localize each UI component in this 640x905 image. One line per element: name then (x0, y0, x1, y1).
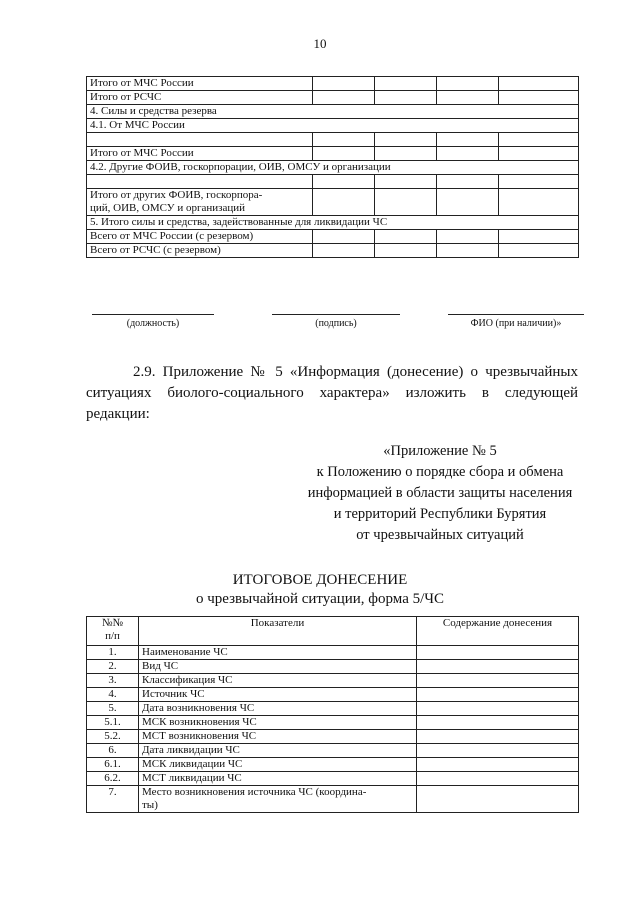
forces-row-label-line: Всего от МЧС России (с резервом) (90, 230, 254, 242)
forces-table-row (87, 119, 579, 133)
report-row-content (417, 660, 579, 674)
report-row-content (417, 758, 579, 772)
report-row-number: 4. (87, 688, 139, 702)
report-row-number: 5.1. (87, 716, 139, 730)
position-caption: (должность) (126, 318, 180, 329)
forces-row-label (87, 244, 313, 258)
forces-empty-cell (375, 244, 437, 258)
report-row-label (139, 660, 417, 674)
forces-table-row (87, 216, 579, 230)
forces-empty-cell (375, 175, 437, 189)
header-indicators: Показатели (139, 617, 417, 646)
forces-empty-cell (437, 91, 499, 105)
forces-empty-cell (499, 147, 579, 161)
report-table-row (87, 786, 579, 813)
report-table-row (87, 646, 579, 660)
forces-empty-cell (437, 189, 499, 216)
report-row-content (417, 772, 579, 786)
header-number-line-2: п/п (105, 630, 120, 642)
forces-empty-cell (375, 77, 437, 91)
forces-row-label (87, 230, 313, 244)
report-row-number: 3. (87, 674, 139, 688)
report-row-label (139, 772, 417, 786)
report-row-number: 5. (87, 702, 139, 716)
forces-table-row (87, 133, 579, 147)
forces-empty-cell (437, 133, 499, 147)
forces-empty-cell (437, 244, 499, 258)
report-row-label-line: Дата возникновения ЧС (142, 702, 255, 714)
paragraph-line-3: редакции: (86, 406, 150, 422)
header-content: Содержание донесения (417, 617, 579, 646)
report-row-label-line: ты) (142, 799, 158, 811)
forces-empty-cell (375, 91, 437, 105)
report-row-label (139, 744, 417, 758)
forces-table-row (87, 175, 579, 189)
report-table-row (87, 688, 579, 702)
header-number (87, 617, 139, 646)
report-row-label-line: Место возникновения источника ЧС (координа- (142, 786, 367, 798)
report-subtitle: о чрезвычайной ситуации, форма 5/ЧС (195, 591, 445, 607)
forces-row-label (87, 91, 313, 105)
report-row-label (139, 716, 417, 730)
report-row-label (139, 786, 417, 813)
signature-sign (272, 314, 400, 329)
forces-empty-cell (375, 133, 437, 147)
signature-position (92, 314, 214, 329)
forces-empty-cell (313, 133, 375, 147)
report-row-label-line: МСТ ликвидации ЧС (142, 772, 242, 784)
appendix-line-5: от чрезвычайных ситуаций (356, 527, 524, 543)
report-row-label (139, 688, 417, 702)
forces-table-row (87, 244, 579, 258)
forces-empty-cell (437, 175, 499, 189)
header-number-line-1: №№ (102, 617, 123, 629)
report-row-content (417, 688, 579, 702)
report-row-label (139, 730, 417, 744)
forces-empty-cell (375, 230, 437, 244)
report-row-content (417, 730, 579, 744)
appendix-line-3: информацией в области защиты населения (307, 485, 573, 501)
report-table-row (87, 758, 579, 772)
forces-row-label-line: ций, ОИВ, ОМСУ и организаций (90, 202, 246, 214)
report-row-number: 5.2. (87, 730, 139, 744)
forces-table (86, 76, 579, 258)
forces-row-label (87, 77, 313, 91)
report-row-number: 6. (87, 744, 139, 758)
forces-empty-cell (437, 77, 499, 91)
forces-table-row (87, 77, 579, 91)
report-row-number: 2. (87, 660, 139, 674)
report-title: ИТОГОВОЕ ДОНЕСЕНИЕ (232, 572, 408, 588)
forces-empty-cell (437, 230, 499, 244)
report-row-content (417, 716, 579, 730)
report-row-content (417, 646, 579, 660)
forces-row-label (87, 133, 313, 147)
report-row-label-line: МСТ возникновения ЧС (142, 730, 257, 742)
forces-row-label-line: Итого от РСЧС (90, 91, 162, 103)
report-row-number: 7. (87, 786, 139, 813)
forces-empty-cell (313, 189, 375, 216)
forces-row-label (87, 189, 313, 216)
forces-table-row (87, 105, 579, 119)
forces-empty-cell (499, 175, 579, 189)
report-row-label (139, 758, 417, 772)
appendix-line-4: и территорий Республики Бурятия (333, 506, 547, 522)
forces-empty-cell (313, 175, 375, 189)
report-row-content (417, 702, 579, 716)
report-row-label-line: Наименование ЧС (142, 646, 228, 658)
report-table-row (87, 744, 579, 758)
forces-section-label: 4.2. Другие ФОИВ, госкорпорации, ОИВ, ОМСУ и организации (87, 161, 579, 175)
report-row-label-line: МСК возникновения ЧС (142, 716, 257, 728)
forces-table-row (87, 161, 579, 175)
report-row-content (417, 674, 579, 688)
forces-section-label: 5. Итого силы и средства, задействованные для ликвидации ЧС (87, 216, 579, 230)
amendment-paragraph (86, 362, 578, 425)
forces-empty-cell (499, 244, 579, 258)
forces-row-label (87, 147, 313, 161)
report-row-label-line: Источник ЧС (142, 688, 205, 700)
appendix-line-2: к Положению о порядке сбора и обмена (316, 464, 564, 480)
forces-table-row (87, 147, 579, 161)
report-row-label-line: Дата ликвидации ЧС (142, 744, 240, 756)
forces-empty-cell (313, 230, 375, 244)
forces-empty-cell (313, 147, 375, 161)
forces-row-label-line: Итого от МЧС России (90, 147, 194, 159)
report-row-label (139, 646, 417, 660)
signature-name (448, 314, 584, 329)
report-table (86, 616, 579, 813)
report-row-content (417, 744, 579, 758)
signature-caption: (подпись) (315, 318, 357, 329)
appendix-header (300, 441, 580, 546)
forces-empty-cell (313, 244, 375, 258)
paragraph-line-2: ситуациях биолого-социального характера» изложить в следующей (86, 385, 578, 401)
forces-empty-cell (499, 133, 579, 147)
forces-table-row (87, 91, 579, 105)
report-row-content (417, 786, 579, 813)
forces-table-row (87, 189, 579, 216)
page-number: 10 (313, 36, 327, 51)
report-row-label (139, 674, 417, 688)
forces-row-label-line: Итого от других ФОИВ, госкорпора- (90, 189, 263, 201)
forces-empty-cell (499, 91, 579, 105)
report-table-row (87, 674, 579, 688)
forces-empty-cell (313, 77, 375, 91)
report-row-number: 6.2. (87, 772, 139, 786)
report-row-number: 6.1. (87, 758, 139, 772)
report-row-label (139, 702, 417, 716)
forces-section-label: 4.1. От МЧС России (87, 119, 579, 133)
forces-empty-cell (499, 189, 579, 216)
report-row-label-line: Классификация ЧС (142, 674, 233, 686)
report-table-row (87, 702, 579, 716)
forces-section-label: 4. Силы и средства резерва (87, 105, 579, 119)
report-row-label-line: МСК ликвидации ЧС (142, 758, 243, 770)
forces-row-label-line: Итого от МЧС России (90, 77, 194, 89)
forces-empty-cell (375, 189, 437, 216)
report-row-number: 1. (87, 646, 139, 660)
forces-empty-cell (437, 147, 499, 161)
report-table-row (87, 716, 579, 730)
report-table-row (87, 772, 579, 786)
report-table-header (87, 617, 579, 646)
name-caption: ФИО (при наличии)» (470, 318, 562, 329)
report-table-row (87, 730, 579, 744)
report-table-row (87, 660, 579, 674)
forces-empty-cell (499, 77, 579, 91)
paragraph-line-1: 2.9. Приложение № 5 «Информация (донесение) о чрезвычайных (133, 364, 578, 380)
forces-empty-cell (313, 91, 375, 105)
report-row-label-line: Вид ЧС (142, 660, 179, 672)
appendix-line-1: «Приложение № 5 (383, 443, 497, 459)
forces-empty-cell (375, 147, 437, 161)
forces-row-label-line: Всего от РСЧС (с резервом) (90, 244, 221, 256)
forces-empty-cell (499, 230, 579, 244)
forces-table-row (87, 230, 579, 244)
forces-row-label (87, 175, 313, 189)
